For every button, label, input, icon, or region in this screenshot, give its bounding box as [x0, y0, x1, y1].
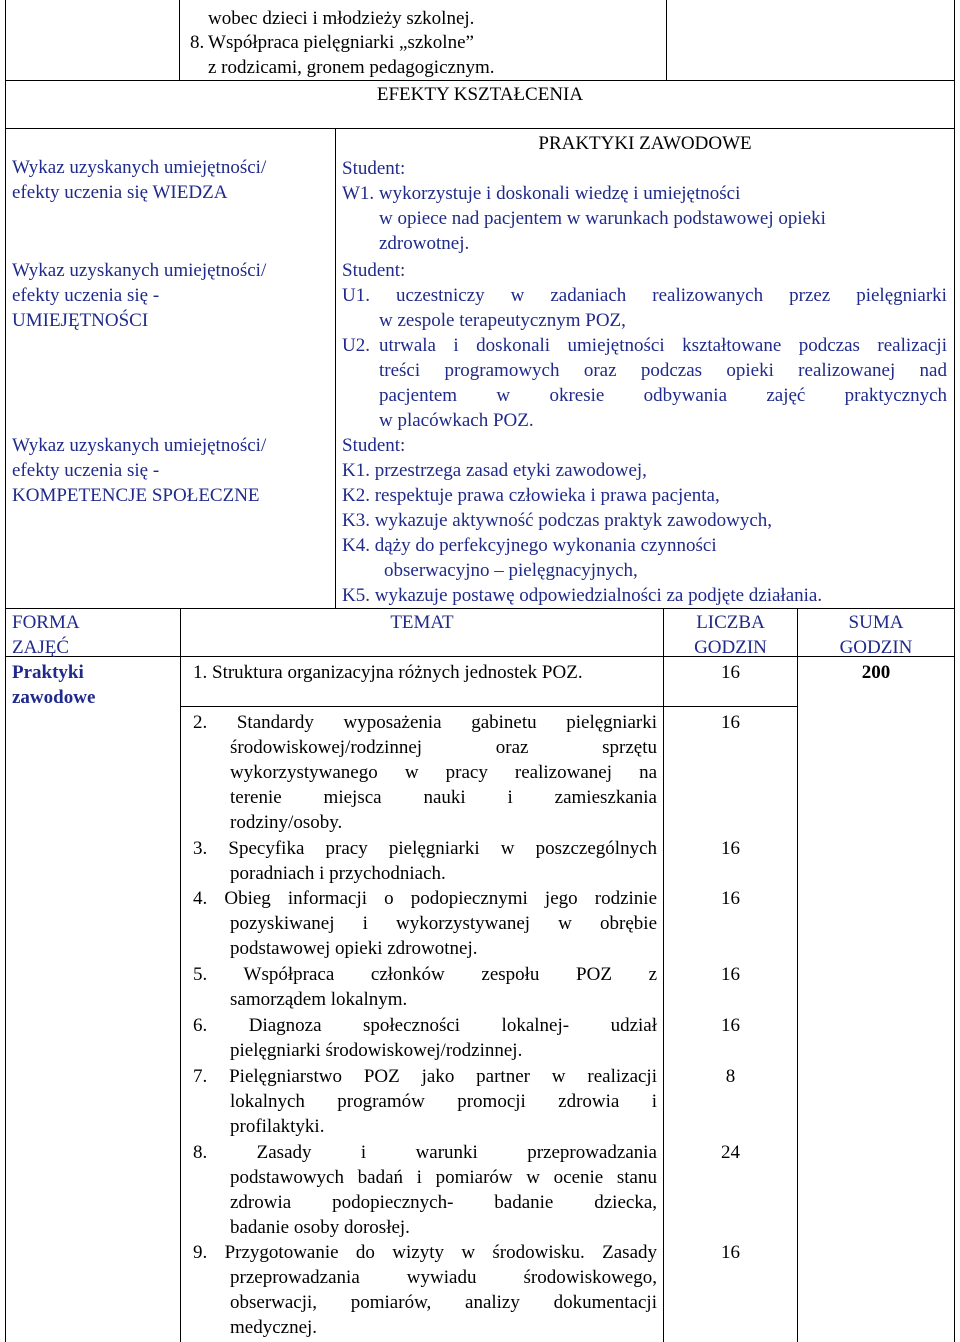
label-kompetencje-line: Wykaz uzyskanych umiejętności/: [12, 435, 267, 456]
topic-hours: 16: [721, 712, 740, 733]
topic-line: 5. Współpraca członków zespołu POZ z: [193, 964, 657, 985]
topic-hours: 16: [721, 964, 740, 985]
outcome-w1-line: W1. wykorzystuje i doskonali wiedzę i umiejętności: [342, 183, 741, 204]
outcome-u2-line: utrwala i doskonali umiejętności kształtowane podczas realizacji: [379, 335, 947, 356]
label-kompetencje-line: KOMPETENCJE SPOŁECZNE: [12, 485, 260, 506]
form-label-line: FORMA: [12, 612, 80, 633]
topic-line: podstawowych badań i pomiarów w ocenie stanu: [230, 1167, 657, 1188]
top-line-1: wobec dzieci i młodzieży szkolnej.: [208, 8, 475, 29]
row-divider-title: [5, 128, 955, 129]
outcome-u1-word: w: [510, 285, 525, 306]
student-label-kompetencje: Student:: [342, 435, 406, 456]
topic-hours: 16: [721, 838, 740, 859]
outcome-k-line: K3. wykazuje aktywność podczas praktyk zawodowych,: [342, 510, 773, 531]
student-label-wiedza: Student:: [342, 158, 406, 179]
row-divider-topic-1: [180, 706, 798, 707]
hours-column-header-line: LICZBA: [696, 612, 765, 633]
topic-line: przeprowadzania wywiadu środowiskowego,: [230, 1267, 657, 1288]
label-kompetencje-line: efekty uczenia się -: [12, 460, 160, 481]
topic-line: badanie osoby dorosłej.: [230, 1217, 410, 1238]
hours-column-header-line: GODZIN: [694, 637, 767, 658]
outcome-u1-word: przez: [789, 285, 831, 306]
topic-line: samorządem lokalnym.: [230, 989, 408, 1010]
outcomes-column-divider: [335, 128, 336, 609]
label-umiejetnosci-line: UMIEJĘTNOŚCI: [12, 310, 149, 331]
outcome-w1-line: zdrowotnej.: [379, 233, 470, 254]
outcome-u2-line: treści programowych oraz podczas opieki realizowanej nad: [379, 360, 947, 381]
topic-line: pielęgniarki środowiskowej/rodzinnej.: [230, 1040, 523, 1061]
topic-line: podstawowej opieki zdrowotnej.: [230, 938, 478, 959]
section-title: EFEKTY KSZTAŁCENIA: [376, 84, 584, 105]
outcome-w1-line: w opiece nad pacjentem w warunkach podstawowej opieki: [379, 208, 826, 229]
outcome-k-line: K2. respektuje prawa człowieka i prawa pacjenta,: [342, 485, 720, 506]
student-label-umiejetnosci: Student:: [342, 260, 406, 281]
outcome-u2-line: pacjentem w okresie odbywania zajęć praktycznych: [379, 385, 947, 406]
topic-line: 7. Pielęgniarstwo POZ jako partner w realizacji: [193, 1066, 657, 1087]
sum-column-header-line: GODZIN: [839, 637, 913, 658]
top-line-2: 8. Współpraca pielęgniarki „szkolne”: [190, 32, 474, 53]
topic-line: poradniach i przychodniach.: [230, 863, 446, 884]
outcome-u1-word: U1.: [342, 285, 370, 306]
topic-line: pozyskiwanej i wykorzystywanej w obrębie: [230, 913, 657, 934]
form-type-line: Praktyki: [12, 662, 84, 683]
table-border-left: [5, 0, 6, 1342]
topic-line: rodziny/osoby.: [230, 812, 343, 833]
topic-line: wykorzystywanego w pracy realizowanej na: [230, 762, 657, 783]
topic-line: środowiskowej/rodzinnej oraz sprzętu: [230, 737, 657, 758]
topic-line: 9. Przygotowanie do wizyty w środowisku. Zasady: [193, 1242, 657, 1263]
row-divider-outcomes: [5, 608, 955, 609]
top-right-cell-divider: [666, 0, 667, 80]
outcome-u1-word: uczestniczy: [395, 285, 485, 306]
form-type-line: zawodowe: [12, 687, 96, 708]
topic-hours: 24: [721, 1142, 740, 1163]
topic-line: zdrowia podopiecznych- badanie dziecka,: [230, 1192, 657, 1213]
form-label-line: ZAJĘĆ: [12, 637, 69, 658]
topic-line: profilaktyki.: [230, 1116, 325, 1137]
topic-line: terenie miejsca nauki i zamieszkania: [230, 787, 657, 808]
topic-hours: 8: [725, 1066, 736, 1087]
label-wiedza-line: efekty uczenia się WIEDZA: [12, 182, 228, 203]
top-left-cell-divider: [179, 0, 180, 80]
form-column-divider: [180, 608, 181, 1342]
outcome-u2-number: U2.: [342, 335, 370, 356]
table-border-right: [954, 0, 955, 1342]
topic-hours: 16: [721, 1242, 740, 1263]
topic-line: 2. Standardy wyposażenia gabinetu pielęgniarki: [193, 712, 657, 733]
outcome-u1-word: realizowanych: [652, 285, 764, 306]
topic-line: 6. Diagnoza społeczności lokalnej- udział: [193, 1015, 657, 1036]
topic-line: lokalnych programów promocji zdrowia i: [230, 1091, 657, 1112]
label-umiejetnosci-line: Wykaz uzyskanych umiejętności/: [12, 260, 267, 281]
row-divider-top: [5, 80, 955, 81]
sum-value: 200: [861, 662, 891, 683]
outcome-k-line: obserwacyjno – pielęgnacyjnych,: [384, 560, 638, 581]
outcome-k-line: K5. wykazuje postawę odpowiedzialności za podjęte działania.: [342, 585, 823, 606]
sum-column-header-line: SUMA: [848, 612, 904, 633]
topic-line: 4. Obieg informacji o podopiecznymi jego rodzinie: [193, 888, 657, 909]
topic-hours: 16: [721, 1015, 740, 1036]
topic-line: medycznej.: [230, 1317, 318, 1338]
sum-column-divider: [797, 608, 798, 1342]
topic-line: 1. Struktura organizacyjna różnych jednostek POZ.: [193, 662, 583, 683]
topic-line: obserwacji, pomiarów, analizy dokumentacji: [230, 1292, 657, 1313]
practice-heading: PRAKTYKI ZAWODOWE: [538, 133, 752, 154]
outcome-u1-line-1: [342, 283, 947, 308]
outcome-u2-line: w placówkach POZ.: [379, 410, 534, 431]
topic-hours: 16: [721, 888, 740, 909]
outcome-k-line: K4. dąży do perfekcyjnego wykonania czynności: [342, 535, 717, 556]
topic-line: 8. Zasady i warunki przeprowadzania: [193, 1142, 657, 1163]
top-line-3: z rodzicami, gronem pedagogicznym.: [208, 57, 495, 78]
outcome-k-line: K1. przestrzega zasad etyki zawodowej,: [342, 460, 647, 481]
outcome-u1-word: zadaniach: [550, 285, 627, 306]
label-wiedza-line: Wykaz uzyskanych umiejętności/: [12, 157, 267, 178]
topic-line: 3. Specyfika pracy pielęgniarki w poszczególnych: [193, 838, 657, 859]
outcome-u1-word: pielęgniarki: [856, 285, 947, 306]
topic-hours: 16: [721, 662, 740, 683]
outcome-u1-line: w zespole terapeutycznym POZ,: [379, 310, 626, 331]
topic-column-header: TEMAT: [390, 612, 454, 633]
label-umiejetnosci-line: efekty uczenia się -: [12, 285, 160, 306]
